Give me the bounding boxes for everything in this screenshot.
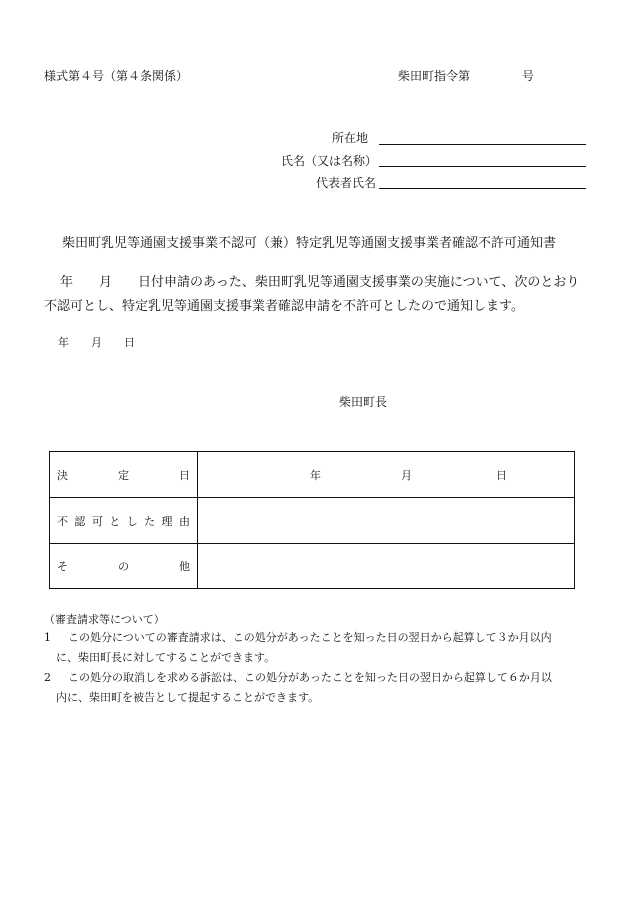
label-char: 可	[91, 514, 103, 528]
note-number: 2	[44, 671, 51, 684]
reason-label	[50, 498, 198, 544]
issuer: 柴田町長	[339, 395, 388, 409]
label-char: 定	[118, 468, 129, 482]
address-field[interactable]	[379, 144, 586, 145]
label-char: 決	[57, 468, 68, 482]
label-char: 由	[178, 514, 190, 528]
note-line: この処分の取消しを求める訴訟は、この処分があったことを知った日の翌日から起算して６か月以	[68, 671, 552, 684]
note-item	[44, 630, 589, 662]
label-char: し	[126, 514, 138, 528]
form-number: 様式第４号（第４条関係）	[44, 69, 189, 83]
decision-table	[49, 451, 575, 589]
reason-value[interactable]	[198, 498, 575, 544]
notes-heading: （審査請求等について）	[44, 613, 165, 626]
year-char: 年	[310, 468, 321, 482]
label-char: 理	[161, 514, 173, 528]
table-row-decision-date	[50, 452, 575, 498]
label-char: の	[118, 560, 129, 573]
decision-date-value[interactable]	[198, 452, 575, 498]
order-number-label: 柴田町指令第	[398, 69, 471, 83]
note-line: 内に、柴田町を被告として提起することができます。	[56, 691, 320, 704]
representative-label: 代表者氏名	[316, 176, 377, 190]
note-item	[44, 670, 589, 702]
table-row-reason	[50, 498, 575, 544]
month-char: 月	[401, 468, 412, 482]
body-line-1: 年 月 日付申請のあった、柴田町乳児等通園支援事業の実施について、次のとおり	[60, 275, 580, 290]
label-char: 他	[179, 560, 190, 573]
note-line: この処分についての審査請求は、この処分があったことを知った日の翌日から起算して３か月以内	[68, 631, 552, 644]
decision-date-label	[50, 452, 198, 498]
address-label: 所在地	[332, 131, 369, 145]
label-char: 日	[179, 468, 190, 482]
label-char: 不	[57, 514, 68, 528]
other-label	[50, 544, 198, 589]
representative-field[interactable]	[379, 188, 586, 189]
day-char: 日	[496, 468, 507, 482]
label-char: そ	[57, 560, 68, 573]
label-char: た	[144, 514, 156, 528]
other-value[interactable]	[198, 544, 575, 589]
order-number-suffix: 号	[522, 69, 535, 83]
name-field[interactable]	[379, 166, 586, 167]
label-char: 認	[74, 514, 86, 528]
date-line: 年 月 日	[58, 336, 135, 349]
note-number: 1	[44, 631, 51, 644]
label-char: と	[109, 514, 121, 528]
body-line-2: 不認可とし、特定乳児等通園支援事業者確認申請を不許可としたので通知します。	[44, 299, 524, 314]
note-line: に、柴田町長に対してすることができます。	[56, 651, 276, 664]
name-label: 氏名（又は名称）	[281, 154, 378, 168]
table-row-other	[50, 544, 575, 589]
document-title: 柴田町乳児等通園支援事業不認可（兼）特定乳児等通園支援事業者確認不許可通知書	[62, 236, 557, 251]
